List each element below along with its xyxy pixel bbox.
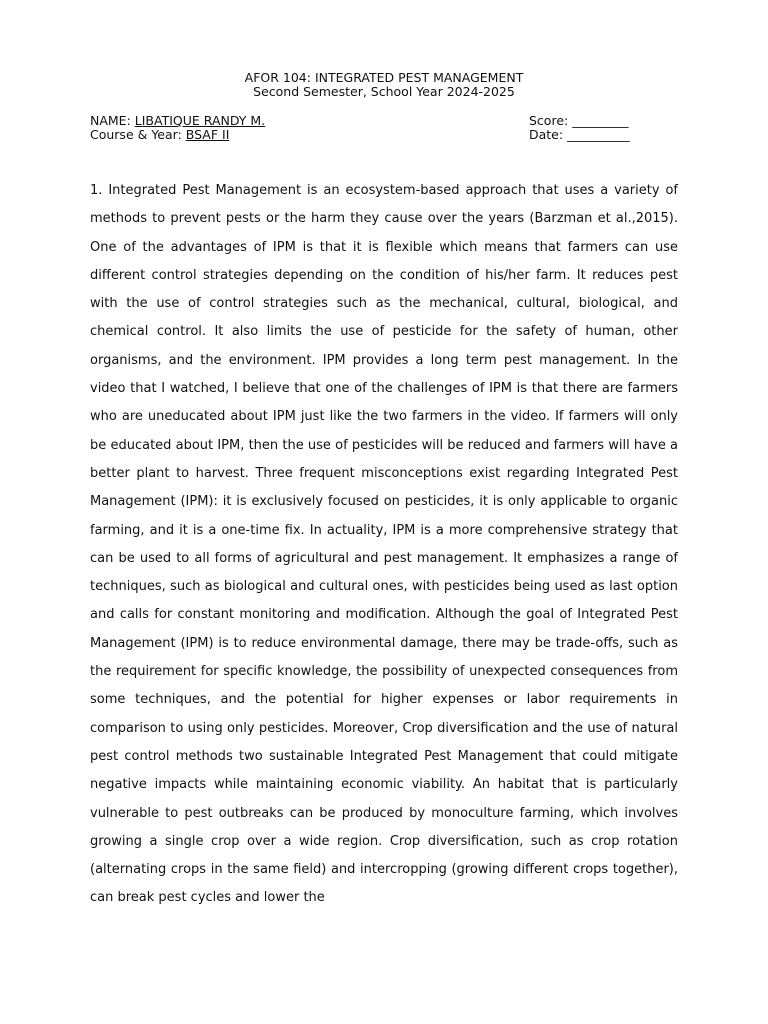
score-blank: _________	[572, 113, 629, 128]
grading-info	[529, 114, 630, 142]
date-blank: __________	[567, 127, 630, 142]
date-label: Date:	[529, 127, 564, 142]
course-year-line	[90, 128, 265, 142]
course-year-label: Course & Year:	[90, 127, 182, 142]
name-value: LIBATIQUE RANDY M.	[134, 113, 266, 128]
course-title: AFOR 104: INTEGRATED PEST MANAGEMENT	[244, 70, 524, 85]
score-line	[529, 114, 630, 128]
answer-paragraph: 1. Integrated Pest Management is an ecosystem-based approach that uses a variety of methods to prevent pests or the harm they cause over the years (Barzman et al.,2015). One of the advantages of IPM is that it is flexible which means that farmers can use different control strategies depending on the condition of his/her farm. It reduces pest with the use of control strategies such as the mechanical, cultural, biological, and chemical control. It also limits the use of pesticide for the safety of human, other organisms, and the environment. IPM provides a long term pest management. In the video that I watched, I believe that one of the challenges of IPM is that there are farmers who are uneducated about IPM just like the two farmers in the video. If farmers will only be educated about IPM, then the use of pesticides will be reduced and farmers will have a better plant to harvest. Three frequent misconceptions exist regarding Integrated Pest Management (IPM): it is exclusively focused on pesticides, it is only applicable to organic farming, and it is a one-time fix. In actuality, IPM is a more comprehensive strategy that can be used to all forms of agricultural and pest management. It emphasizes a range of techniques, such as biological and cultural ones, with pesticides being used as last option and calls for constant monitoring and modification. Although the goal of Integrated Pest Management (IPM) is to reduce environmental damage, there may be trade-offs, such as the requirement for specific knowledge, the possibility of unexpected consequences from some techniques, and the potential for higher expenses or labor requirements in comparison to using only pesticides. Moreover, Crop diversification and the use of natural pest control methods two sustainable Integrated Pest Management that could mitigate negative impacts while maintaining economic viability. An habitat that is particularly vulnerable to pest outbreaks can be produced by monoculture farming, which involves growing a single crop over a wide region. Crop diversification, such as crop rotation (alternating crops in the same field) and intercropping (growing different crops together), can break pest cycles and lower the	[90, 183, 678, 906]
date-line	[529, 128, 630, 142]
document-header	[0, 71, 768, 99]
semester-line: Second Semester, School Year 2024-2025	[253, 84, 515, 99]
name-label: NAME:	[90, 113, 131, 128]
score-label: Score:	[529, 113, 569, 128]
course-year-value: BSAF II	[185, 127, 230, 142]
name-line	[90, 114, 265, 128]
student-info	[90, 114, 265, 142]
